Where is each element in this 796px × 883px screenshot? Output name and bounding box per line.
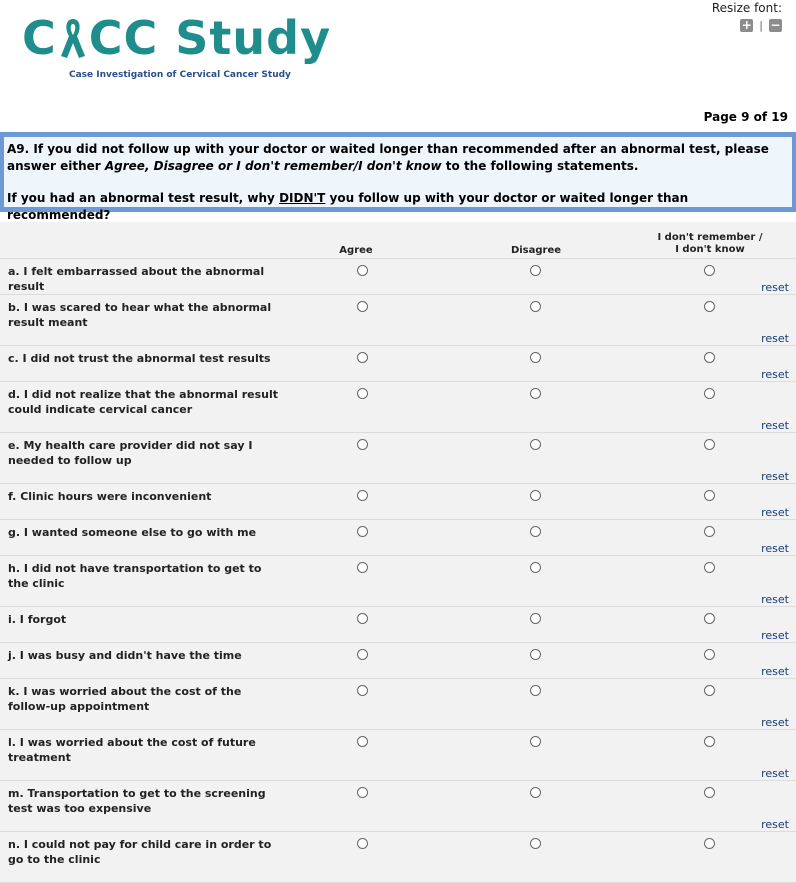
statement-label: m. Transportation to get to the screening test was too expensive xyxy=(8,787,266,815)
ribbon-icon xyxy=(58,16,88,60)
page-header xyxy=(0,0,796,132)
agree-radio[interactable] xyxy=(357,265,368,276)
resize-font-label: Resize font: xyxy=(711,1,782,15)
dont-know-radio[interactable] xyxy=(704,490,715,501)
table-row xyxy=(0,433,796,484)
dont-know-radio[interactable] xyxy=(704,838,715,849)
dont-know-radio[interactable] xyxy=(704,526,715,537)
response-matrix xyxy=(0,222,796,883)
agree-radio[interactable] xyxy=(357,490,368,501)
disagree-radio[interactable] xyxy=(530,685,541,696)
instruction-end: to the following statements. xyxy=(441,159,639,173)
prompt-end: you follow up with your doctor or waited longer than recommended? xyxy=(7,191,689,222)
disagree-radio[interactable] xyxy=(530,352,541,363)
statement-label: f. Clinic hours were inconvenient xyxy=(8,490,212,503)
statement-label: j. I was busy and didn't have the time xyxy=(8,649,242,662)
disagree-radio[interactable] xyxy=(530,787,541,798)
statement-label: l. I was worried about the cost of future treatment xyxy=(8,736,256,764)
agree-radio[interactable] xyxy=(357,562,368,573)
agree-radio[interactable] xyxy=(357,439,368,450)
agree-radio[interactable] xyxy=(357,787,368,798)
statement-label: e. My health care provider did not say I needed to follow up xyxy=(8,439,253,467)
column-disagree: Disagree xyxy=(510,245,562,256)
page-indicator: Page 9 of 19 xyxy=(703,110,788,124)
logo-subtitle: Case Investigation of Cervical Cancer Study xyxy=(69,70,291,80)
reset-link[interactable]: reset xyxy=(761,281,789,294)
table-row xyxy=(0,520,796,556)
disagree-radio[interactable] xyxy=(530,838,541,849)
disagree-radio[interactable] xyxy=(530,649,541,660)
matrix-rows xyxy=(0,259,796,883)
agree-radio[interactable] xyxy=(357,301,368,312)
logo-text-right: CC Study xyxy=(88,11,332,65)
agree-radio[interactable] xyxy=(357,838,368,849)
disagree-radio[interactable] xyxy=(530,301,541,312)
dont-know-radio[interactable] xyxy=(704,736,715,747)
reset-link[interactable]: reset xyxy=(761,332,789,345)
dont-know-radio[interactable] xyxy=(704,301,715,312)
disagree-radio[interactable] xyxy=(530,439,541,450)
resize-separator: | xyxy=(759,19,763,32)
table-row xyxy=(0,382,796,433)
question-instruction xyxy=(7,141,789,175)
table-row xyxy=(0,781,796,832)
dont-know-radio[interactable] xyxy=(704,787,715,798)
statement-label: c. I did not trust the abnormal test results xyxy=(8,352,271,365)
reset-link[interactable]: reset xyxy=(761,716,789,729)
table-row xyxy=(0,607,796,643)
reset-link[interactable]: reset xyxy=(761,542,789,555)
column-agree: Agree xyxy=(339,245,373,256)
question-text xyxy=(4,137,792,222)
reset-link[interactable]: reset xyxy=(761,665,789,678)
table-row xyxy=(0,556,796,607)
dont-know-radio[interactable] xyxy=(704,685,715,696)
agree-radio[interactable] xyxy=(357,649,368,660)
instruction-part: A9. If you did not follow up with your doctor or waited longer than recommended after an abnormal test, please answer either xyxy=(7,142,769,173)
reset-link[interactable]: reset xyxy=(761,368,789,381)
statement-label: d. I did not realize that the abnormal result could indicate cervical cancer xyxy=(8,388,279,416)
reset-link[interactable]: reset xyxy=(761,419,789,432)
dont-know-radio[interactable] xyxy=(704,562,715,573)
reset-link[interactable]: reset xyxy=(761,767,789,780)
statement-label: k. I was worried about the cost of the follow-up appointment xyxy=(8,685,242,713)
increase-font-button[interactable]: + xyxy=(741,18,752,32)
table-row xyxy=(0,346,796,382)
question-box xyxy=(0,132,796,222)
dont-know-radio[interactable] xyxy=(704,649,715,660)
statement-label: h. I did not have transportation to get to the clinic xyxy=(8,562,262,590)
agree-radio[interactable] xyxy=(357,388,368,399)
resize-font-controls xyxy=(740,19,782,32)
statement-label: i. I forgot xyxy=(8,613,67,626)
dont-know-radio[interactable] xyxy=(704,439,715,450)
disagree-radio[interactable] xyxy=(530,526,541,537)
logo-text-left: C xyxy=(22,11,57,65)
column-dont-know xyxy=(640,232,780,256)
reset-link[interactable]: reset xyxy=(761,629,789,642)
question-prompt xyxy=(7,190,789,224)
disagree-radio[interactable] xyxy=(530,613,541,624)
reset-link[interactable]: reset xyxy=(761,470,789,483)
column-dont-know-line2: I don't know xyxy=(675,244,745,255)
dont-know-radio[interactable] xyxy=(704,352,715,363)
statement-label: b. I was scared to hear what the abnormal result meant xyxy=(8,301,272,329)
reset-link[interactable]: reset xyxy=(761,506,789,519)
disagree-radio[interactable] xyxy=(530,562,541,573)
column-dont-know-line1: I don't remember / xyxy=(657,232,763,243)
statement-label: a. I felt embarrassed about the abnormal result xyxy=(8,265,265,293)
prompt-part: If you had an abnormal test result, why xyxy=(7,191,280,205)
decrease-font-button[interactable]: − xyxy=(770,18,781,32)
agree-radio[interactable] xyxy=(357,613,368,624)
table-row xyxy=(0,730,796,781)
dont-know-radio[interactable] xyxy=(704,265,715,276)
reset-link[interactable]: reset xyxy=(761,818,789,831)
table-row xyxy=(0,832,796,883)
statement-label: n. I could not pay for child care in order to go to the clinic xyxy=(8,838,272,866)
table-row xyxy=(0,484,796,520)
table-row xyxy=(0,295,796,346)
table-row xyxy=(0,259,796,295)
disagree-radio[interactable] xyxy=(530,736,541,747)
agree-radio[interactable] xyxy=(357,352,368,363)
agree-radio[interactable] xyxy=(357,526,368,537)
statement-label: g. I wanted someone else to go with me xyxy=(8,526,257,539)
disagree-radio[interactable] xyxy=(530,388,541,399)
table-row xyxy=(0,643,796,679)
disagree-radio[interactable] xyxy=(530,490,541,501)
agree-radio[interactable] xyxy=(357,685,368,696)
dont-know-radio[interactable] xyxy=(704,613,715,624)
reset-link[interactable]: reset xyxy=(761,593,789,606)
disagree-radio[interactable] xyxy=(530,265,541,276)
table-row xyxy=(0,679,796,730)
prompt-emphasis: DIDN'T xyxy=(279,191,326,205)
dont-know-radio[interactable] xyxy=(704,388,715,399)
study-logo xyxy=(22,6,331,70)
agree-radio[interactable] xyxy=(357,736,368,747)
instruction-options: Agree, Disagree or I don't remember/I don't know xyxy=(104,159,442,173)
matrix-header xyxy=(0,222,796,259)
